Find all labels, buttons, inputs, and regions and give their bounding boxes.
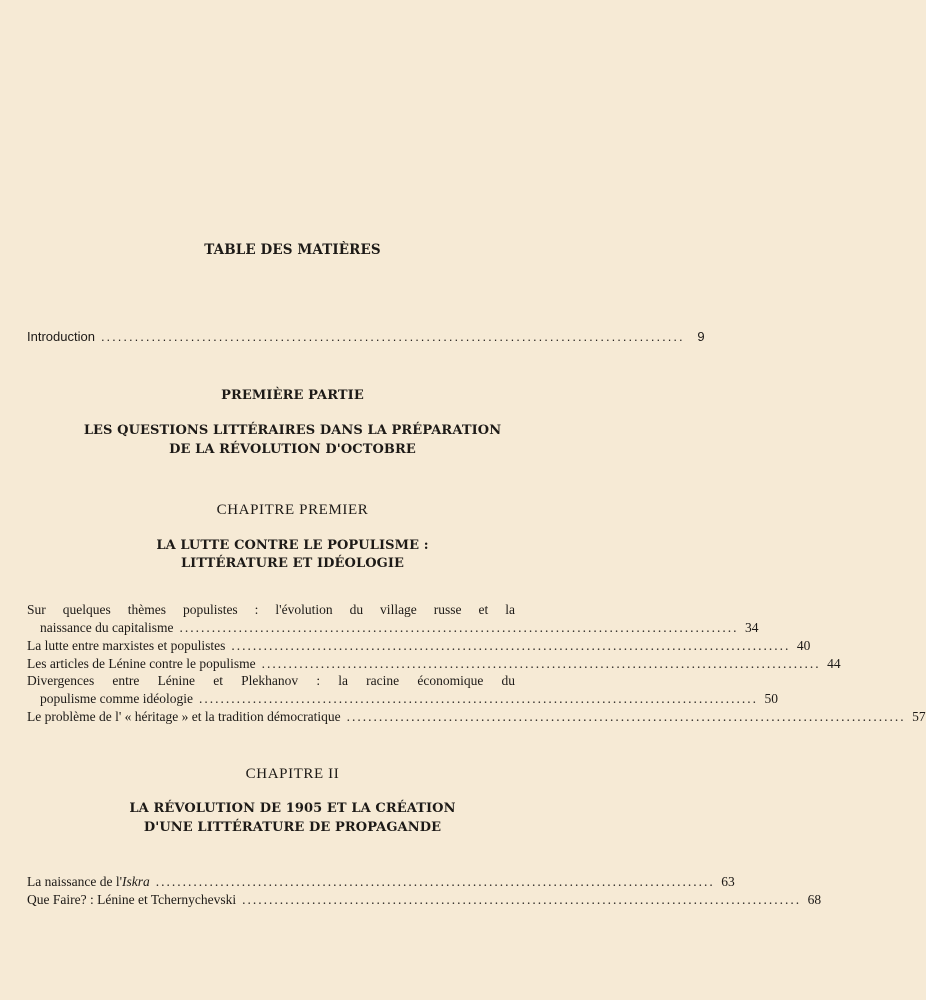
toc-entry [27, 873, 735, 891]
entry-page: 57 [912, 709, 926, 724]
dot-leader: ........................................................................................................ [198, 691, 758, 706]
entry-label: Introduction [27, 329, 95, 344]
toc-entry [27, 891, 822, 909]
dot-leader: ........................................................................................................ [179, 620, 739, 635]
toc-entry-introduction [27, 328, 705, 346]
dot-leader: ........................................................................................................ [346, 709, 906, 724]
toc-entry [27, 708, 926, 726]
chapter-title-line1: LA RÉVOLUTION DE 1905 ET LA CRÉATION [129, 801, 456, 816]
toc-entry [40, 690, 778, 708]
part-label: PREMIÈRE PARTIE [221, 388, 364, 403]
chapter-title-line2: LITTÉRATURE ET IDÉOLOGIE [180, 556, 405, 571]
chapter-title-line1: LA LUTTE CONTRE LE POPULISME : [156, 538, 429, 553]
toc-title: TABLE DES MATIÈRES [204, 242, 381, 258]
entry-label: populisme comme idéologie [40, 691, 193, 706]
dot-leader: ........................................................................................................ [155, 874, 715, 889]
part-title-line1: LES QUESTIONS LITTÉRAIRES DANS LA PRÉPARATION [83, 423, 502, 438]
chapter-title-line2: D'UNE LITTÉRATURE DE PROPAGANDE [143, 820, 442, 835]
entry-page: 34 [744, 620, 759, 635]
entry-page: 40 [796, 638, 811, 653]
entry-label-prefix: La naissance de l' [27, 874, 123, 889]
entry-label: Les articles de Lénine contre le populisme [27, 656, 256, 671]
entry-label: naissance du capitalisme [40, 620, 174, 635]
chapter-label: CHAPITRE II [245, 766, 340, 782]
chapter-label: CHAPITRE PREMIER [216, 502, 369, 518]
entry-page: 50 [764, 691, 778, 706]
entry-page: 63 [721, 874, 735, 889]
entry-label: Le problème de l' « héritage » et la tradition démocratique [27, 709, 341, 724]
entry-label-italic: Iskra [122, 874, 150, 889]
entry-page: 44 [827, 656, 841, 671]
entry-page: 9 [697, 329, 705, 344]
entry-label: Que Faire? : Lénine et Tchernychevski [27, 892, 237, 907]
toc-entry [40, 619, 759, 637]
entry-label [27, 873, 150, 891]
entry-page: 68 [807, 892, 822, 907]
toc-entry [27, 655, 841, 673]
dot-leader: ........................................................................................................ [242, 892, 802, 907]
part-title-line2: DE LA RÉVOLUTION D'OCTOBRE [169, 442, 416, 457]
entry-label: La lutte entre marxistes et populistes [27, 638, 226, 653]
dot-leader: ........................................................................................................ [261, 656, 821, 671]
toc-entry-line: Sur quelques thèmes populistes : l'évolution du village russe et la [27, 602, 515, 617]
toc-entry [27, 637, 811, 655]
dot-leader: ........................................................................................................ [100, 329, 685, 344]
toc-entry-line: Divergences entre Lénine et Plekhanov : la racine économique du [27, 673, 515, 688]
dot-leader: ........................................................................................................ [231, 638, 791, 653]
